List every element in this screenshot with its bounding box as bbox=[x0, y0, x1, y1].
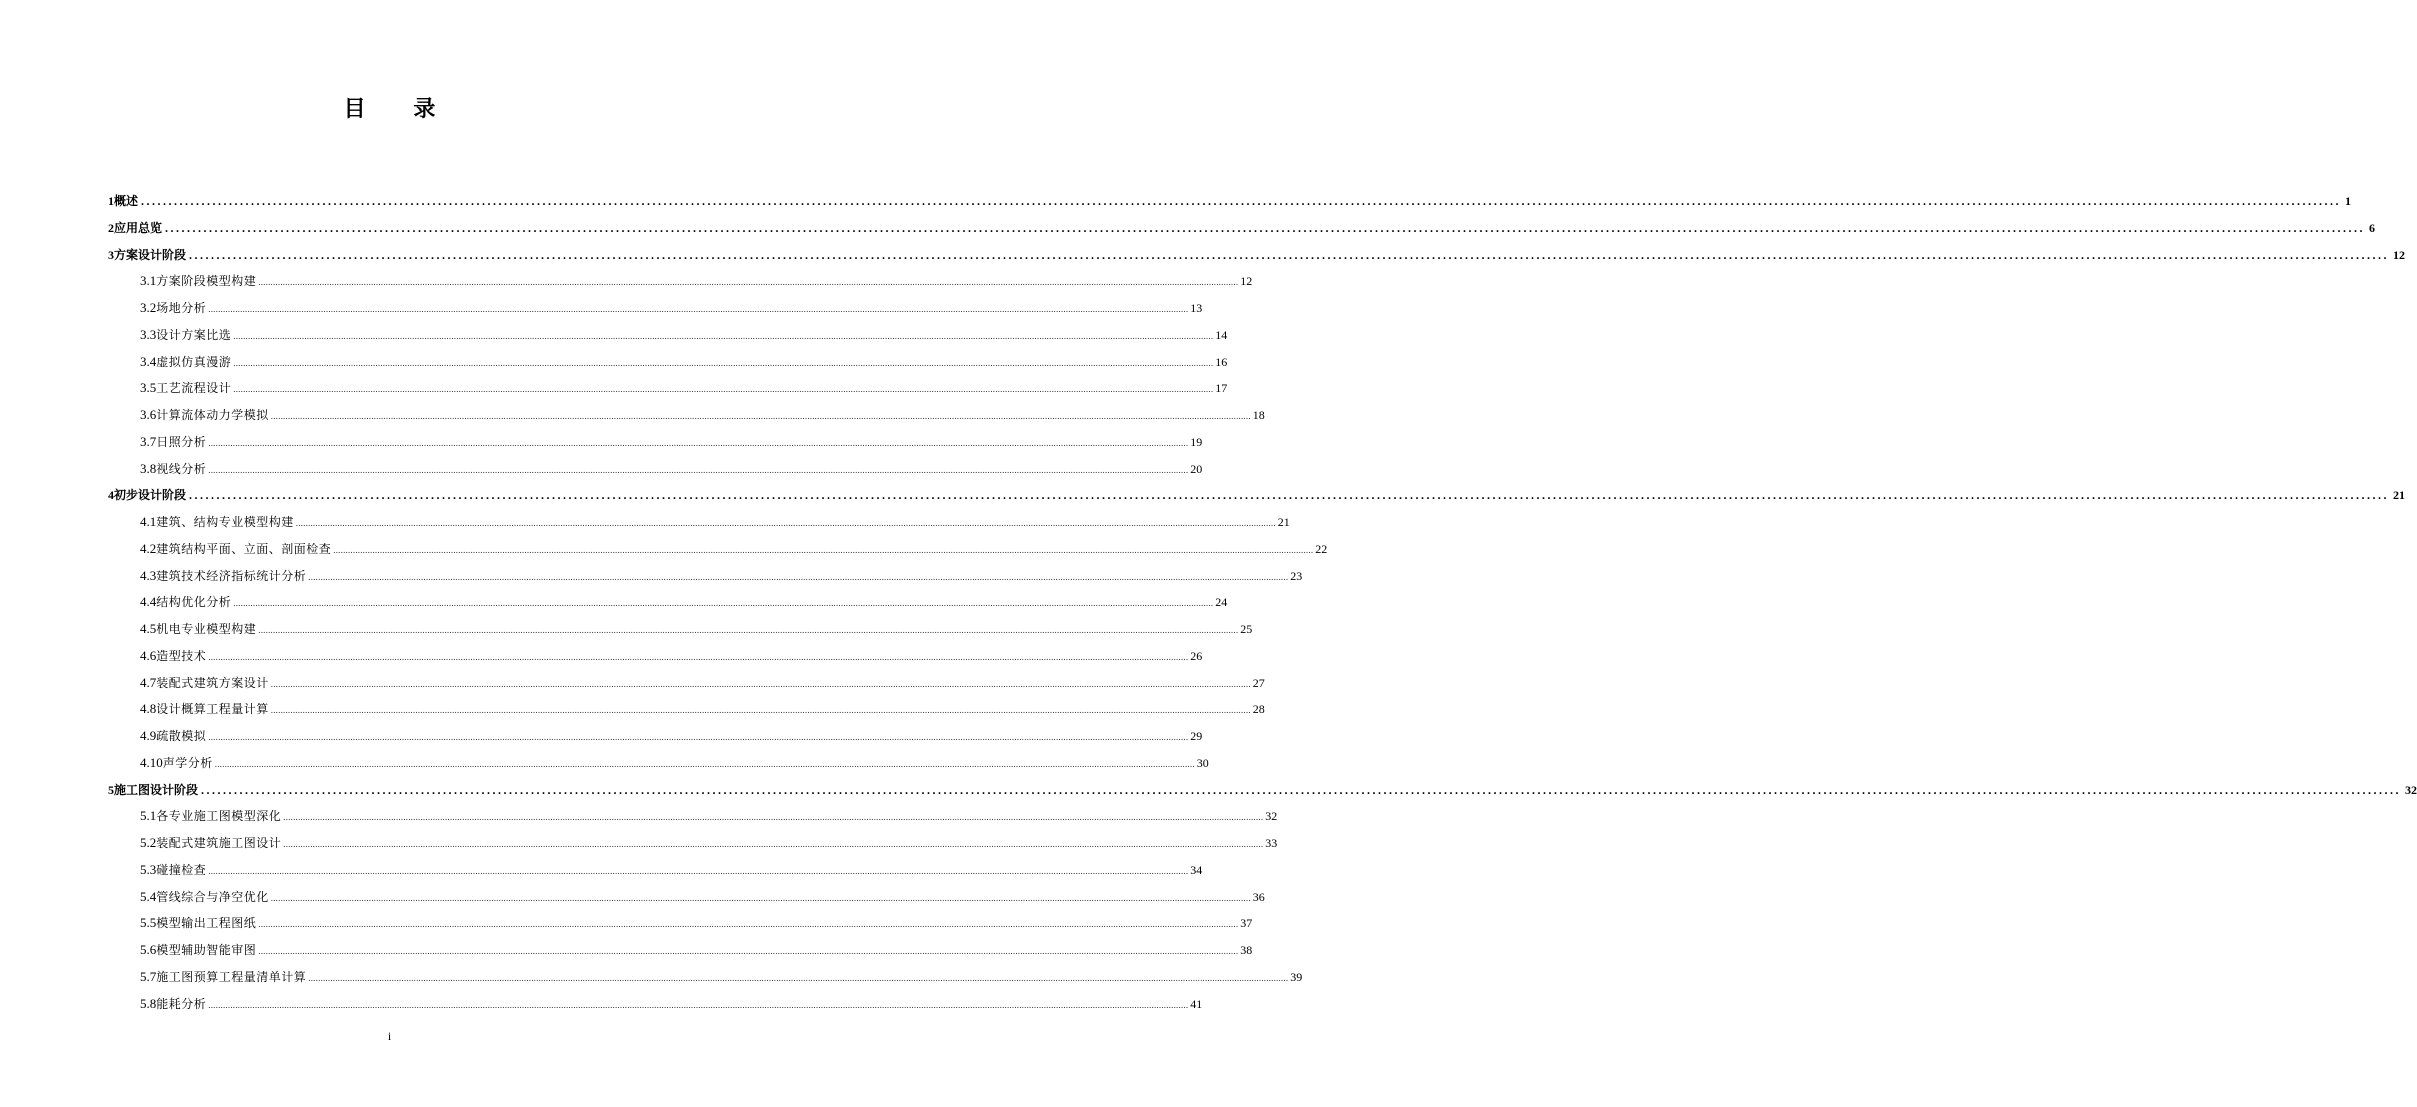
toc-entry-page: 33 bbox=[1265, 836, 1278, 850]
toc-dot-leader: ................................................................................................................................................................................................................................................................................................................................................................................................................ bbox=[201, 782, 2402, 797]
toc-entry-page: 17 bbox=[1215, 381, 1228, 396]
toc-section-entry[interactable] bbox=[108, 268, 1253, 295]
toc-entry-number: 5.6 bbox=[140, 942, 157, 957]
toc-entry-page: 28 bbox=[1252, 702, 1265, 717]
toc-dot-leader: ................................................................................................................................................................................................................................................................................................................................................................................................................ bbox=[233, 598, 1214, 609]
toc-entry-number: 2 bbox=[108, 220, 114, 235]
toc-entry-page: 21 bbox=[2393, 488, 2406, 503]
toc-dot-leader: ................................................................................................................................................................................................................................................................................................................................................................................................................ bbox=[165, 220, 2366, 235]
toc-chapter-entry[interactable] bbox=[108, 215, 2376, 242]
toc-dot-leader: ................................................................................................................................................................................................................................................................................................................................................................................................................ bbox=[208, 464, 1189, 475]
toc-entry-number: 3.6 bbox=[140, 407, 157, 422]
toc-entry-number: 4.3 bbox=[140, 567, 157, 583]
toc-entry-page: 32 bbox=[2405, 782, 2417, 797]
toc-entry-page: 23 bbox=[1290, 568, 1303, 583]
toc-section-entry[interactable] bbox=[108, 830, 1278, 857]
toc-section-entry[interactable] bbox=[108, 964, 1303, 991]
toc-entry-page: 32 bbox=[1265, 809, 1278, 824]
toc-entry-title: 机电专业模型构建 bbox=[156, 622, 257, 636]
page-number: i bbox=[387, 1029, 392, 1043]
toc-entry-title: 施工图预算工程量清单计算 bbox=[156, 969, 307, 984]
toc-entry-title: 视线分析 bbox=[156, 461, 207, 476]
toc-section-entry[interactable] bbox=[108, 750, 1209, 777]
toc-entry-page: 12 bbox=[2393, 247, 2406, 262]
toc-entry-page: 12 bbox=[1240, 274, 1253, 289]
toc-dot-leader: ................................................................................................................................................................................................................................................................................................................................................................................................................ bbox=[208, 651, 1189, 662]
toc-section-entry[interactable] bbox=[108, 402, 1265, 429]
toc-entry-page: 30 bbox=[1196, 755, 1209, 770]
toc-entry-title: 日照分析 bbox=[156, 434, 207, 449]
toc-entry-title: 建筑、结构专业模型构建 bbox=[156, 515, 294, 529]
toc-section-entry[interactable] bbox=[108, 696, 1265, 723]
toc-section-entry[interactable] bbox=[108, 375, 1228, 402]
toc-dot-leader: ................................................................................................................................................................................................................................................................................................................................................................................................................ bbox=[208, 865, 1189, 876]
toc-entry-title: 应用总览 bbox=[114, 220, 163, 235]
toc-entry-number: 5.7 bbox=[140, 968, 157, 984]
toc-dot-leader: ................................................................................................................................................................................................................................................................................................................................................................................................................ bbox=[189, 247, 2390, 262]
toc-section-entry[interactable] bbox=[108, 616, 1253, 643]
toc-dot-leader: ................................................................................................................................................................................................................................................................................................................................................................................................................ bbox=[333, 544, 1314, 555]
toc-section-entry[interactable] bbox=[108, 910, 1253, 937]
toc-entry-page: 36 bbox=[1252, 889, 1265, 904]
toc-section-entry[interactable] bbox=[108, 456, 1203, 483]
toc-dot-leader: ................................................................................................................................................................................................................................................................................................................................................................................................................ bbox=[308, 571, 1289, 582]
toc-entry-number: 4.4 bbox=[140, 594, 157, 610]
toc-entry-title: 设计方案比选 bbox=[156, 327, 232, 342]
toc-section-entry[interactable] bbox=[108, 723, 1203, 750]
page-title: 目 录 bbox=[343, 97, 456, 122]
toc-dot-leader: ................................................................................................................................................................................................................................................................................................................................................................................................................ bbox=[258, 919, 1239, 930]
toc-entry-page: 26 bbox=[1190, 648, 1203, 663]
toc-entry-title: 建筑技术经济指标统计分析 bbox=[156, 568, 307, 583]
toc-entry-page: 27 bbox=[1252, 675, 1265, 690]
toc-entry-title: 方案设计阶段 bbox=[114, 247, 187, 262]
toc-section-entry[interactable] bbox=[108, 857, 1203, 884]
toc-entry-page: 6 bbox=[2369, 220, 2376, 235]
toc-chapter-entry[interactable] bbox=[108, 242, 2406, 269]
toc-entry-title: 建筑结构平面、立面、剖面检查 bbox=[156, 541, 332, 556]
toc-entry-title: 计算流体动力学模拟 bbox=[156, 408, 269, 422]
toc-dot-leader: ................................................................................................................................................................................................................................................................................................................................................................................................................ bbox=[270, 705, 1251, 716]
toc-dot-leader: ................................................................................................................................................................................................................................................................................................................................................................................................................ bbox=[214, 758, 1195, 769]
toc-dot-leader: ................................................................................................................................................................................................................................................................................................................................................................................................................ bbox=[270, 892, 1251, 903]
toc-dot-leader: ................................................................................................................................................................................................................................................................................................................................................................................................................ bbox=[208, 304, 1189, 314]
toc-dot-leader: ................................................................................................................................................................................................................................................................................................................................................................................................................ bbox=[283, 839, 1264, 849]
toc-section-entry[interactable] bbox=[108, 509, 1290, 536]
toc-entry-number: 3 bbox=[108, 247, 114, 262]
toc-entry-page: 39 bbox=[1290, 969, 1303, 984]
toc-dot-leader: ................................................................................................................................................................................................................................................................................................................................................................................................................ bbox=[208, 732, 1189, 742]
toc-entry-number: 5.2 bbox=[140, 835, 157, 850]
toc-entry-number: 1 bbox=[108, 194, 114, 208]
table-of-contents bbox=[108, 188, 2417, 1017]
toc-dot-leader: ................................................................................................................................................................................................................................................................................................................................................................................................................ bbox=[141, 194, 2342, 208]
toc-section-entry[interactable] bbox=[108, 670, 1265, 697]
toc-entry-title: 能耗分析 bbox=[156, 996, 207, 1011]
toc-dot-leader: ................................................................................................................................................................................................................................................................................................................................................................................................................ bbox=[189, 488, 2390, 503]
toc-entry-number: 4.1 bbox=[140, 514, 157, 529]
toc-entry-number: 4.6 bbox=[140, 647, 157, 663]
toc-entry-page: 16 bbox=[1215, 354, 1228, 369]
toc-entry-title: 模型辅助智能审图 bbox=[156, 943, 257, 957]
toc-entry-title: 施工图设计阶段 bbox=[114, 782, 199, 797]
toc-entry-title: 管线综合与净空优化 bbox=[156, 889, 269, 904]
toc-entry-number: 4.10 bbox=[140, 754, 163, 770]
toc-entry-number: 3.1 bbox=[140, 273, 157, 289]
toc-dot-leader: ................................................................................................................................................................................................................................................................................................................................................................................................................ bbox=[270, 411, 1251, 421]
toc-entry-page: 41 bbox=[1190, 996, 1203, 1011]
toc-section-entry[interactable] bbox=[108, 937, 1253, 964]
toc-entry-page: 22 bbox=[1315, 541, 1328, 556]
toc-section-entry[interactable] bbox=[108, 322, 1228, 349]
toc-chapter-entry[interactable] bbox=[108, 188, 2352, 215]
toc-entry-page: 1 bbox=[2345, 194, 2352, 208]
toc-entry-title: 初步设计阶段 bbox=[114, 488, 187, 503]
toc-entry-number: 4.2 bbox=[140, 540, 157, 556]
toc-dot-leader: ................................................................................................................................................................................................................................................................................................................................................................................................................ bbox=[233, 384, 1214, 395]
toc-entry-title: 工艺流程设计 bbox=[156, 381, 232, 396]
toc-entry-page: 13 bbox=[1190, 301, 1203, 315]
toc-entry-title: 各专业施工图模型深化 bbox=[156, 809, 282, 824]
toc-dot-leader: ................................................................................................................................................................................................................................................................................................................................................................................................................ bbox=[295, 518, 1276, 528]
toc-entry-title: 概述 bbox=[114, 194, 139, 208]
toc-dot-leader: ................................................................................................................................................................................................................................................................................................................................................................................................................ bbox=[283, 812, 1264, 823]
toc-chapter-entry[interactable] bbox=[108, 482, 2406, 509]
toc-entry-page: 20 bbox=[1190, 461, 1203, 476]
toc-entry-page: 24 bbox=[1215, 595, 1228, 610]
toc-entry-page: 25 bbox=[1240, 622, 1253, 636]
toc-section-entry[interactable] bbox=[108, 295, 1203, 322]
toc-entry-number: 5.1 bbox=[140, 808, 157, 824]
toc-entry-title: 方案阶段模型构建 bbox=[156, 274, 257, 289]
toc-entry-number: 3.8 bbox=[140, 460, 157, 476]
toc-entry-number: 4 bbox=[108, 488, 114, 503]
toc-section-entry[interactable] bbox=[108, 991, 1203, 1018]
toc-entry-number: 4.7 bbox=[140, 674, 157, 690]
toc-section-entry[interactable] bbox=[108, 349, 1228, 376]
toc-entry-title: 造型技术 bbox=[156, 648, 207, 663]
toc-section-entry[interactable] bbox=[108, 803, 1278, 830]
toc-entry-title: 碰撞检查 bbox=[156, 862, 207, 877]
toc-dot-leader: ................................................................................................................................................................................................................................................................................................................................................................................................................ bbox=[258, 946, 1239, 956]
toc-entry-number: 5 bbox=[108, 782, 114, 797]
toc-entry-number: 5.3 bbox=[140, 861, 157, 877]
toc-dot-leader: ................................................................................................................................................................................................................................................................................................................................................................................................................ bbox=[233, 330, 1214, 341]
toc-section-entry[interactable] bbox=[108, 884, 1265, 911]
toc-dot-leader: ................................................................................................................................................................................................................................................................................................................................................................................................................ bbox=[208, 999, 1189, 1010]
toc-entry-number: 3.4 bbox=[140, 353, 157, 369]
toc-entry-number: 4.5 bbox=[140, 621, 157, 636]
toc-entry-number: 5.8 bbox=[140, 995, 157, 1011]
toc-entry-number: 3.2 bbox=[140, 300, 157, 315]
toc-entry-title: 场地分析 bbox=[156, 301, 207, 315]
toc-entry-page: 19 bbox=[1190, 434, 1203, 449]
toc-entry-page: 29 bbox=[1190, 729, 1203, 743]
toc-section-entry[interactable] bbox=[108, 429, 1203, 456]
toc-entry-page: 14 bbox=[1215, 327, 1228, 342]
toc-entry-title: 结构优化分析 bbox=[156, 595, 232, 610]
toc-dot-leader: ................................................................................................................................................................................................................................................................................................................................................................................................................ bbox=[308, 972, 1289, 983]
toc-section-entry[interactable] bbox=[108, 536, 1328, 563]
toc-entry-number: 3.3 bbox=[140, 326, 157, 342]
toc-dot-leader: ................................................................................................................................................................................................................................................................................................................................................................................................................ bbox=[233, 357, 1214, 368]
toc-entry-number: 3.7 bbox=[140, 433, 157, 449]
toc-section-entry[interactable] bbox=[108, 589, 1228, 616]
toc-entry-number: 5.5 bbox=[140, 915, 157, 931]
toc-entry-title: 声学分析 bbox=[162, 755, 213, 770]
toc-dot-leader: ................................................................................................................................................................................................................................................................................................................................................................................................................ bbox=[258, 277, 1239, 288]
toc-entry-number: 4.9 bbox=[140, 728, 157, 743]
toc-entry-title: 模型输出工程图纸 bbox=[156, 916, 257, 931]
toc-dot-leader: ................................................................................................................................................................................................................................................................................................................................................................................................................ bbox=[258, 625, 1239, 635]
toc-chapter-entry[interactable] bbox=[108, 777, 2417, 804]
toc-section-entry[interactable] bbox=[108, 643, 1203, 670]
toc-entry-page: 18 bbox=[1252, 408, 1265, 422]
toc-entry-number: 4.8 bbox=[140, 701, 157, 717]
toc-dot-leader: ................................................................................................................................................................................................................................................................................................................................................................................................................ bbox=[208, 437, 1189, 448]
toc-entry-page: 21 bbox=[1277, 515, 1290, 529]
toc-entry-title: 虚拟仿真漫游 bbox=[156, 354, 232, 369]
toc-entry-number: 3.5 bbox=[140, 380, 157, 396]
toc-entry-title: 装配式建筑方案设计 bbox=[156, 675, 269, 690]
toc-entry-title: 装配式建筑施工图设计 bbox=[156, 836, 282, 850]
toc-entry-title: 设计概算工程量计算 bbox=[156, 702, 269, 717]
toc-entry-page: 37 bbox=[1240, 916, 1253, 931]
toc-entry-page: 34 bbox=[1190, 862, 1203, 877]
toc-dot-leader: ................................................................................................................................................................................................................................................................................................................................................................................................................ bbox=[270, 678, 1251, 689]
toc-entry-number: 5.4 bbox=[140, 888, 157, 904]
toc-entry-page: 38 bbox=[1240, 943, 1253, 957]
toc-section-entry[interactable] bbox=[108, 563, 1303, 590]
toc-entry-title: 疏散模拟 bbox=[156, 729, 207, 743]
